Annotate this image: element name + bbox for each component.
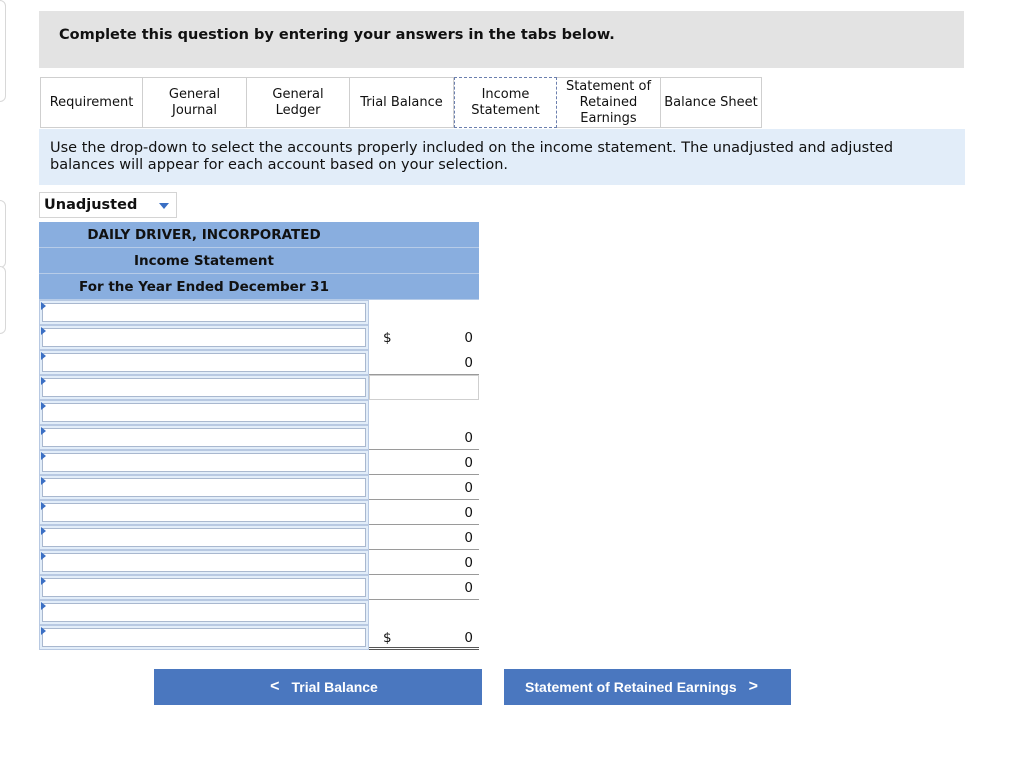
dropdown-marker-icon bbox=[41, 627, 46, 635]
amount-cell bbox=[369, 450, 479, 475]
chevron-down-icon bbox=[159, 203, 169, 209]
amount-cell bbox=[369, 550, 479, 575]
account-select[interactable] bbox=[39, 300, 369, 325]
table-row bbox=[39, 475, 479, 500]
chevron-left-icon: < bbox=[270, 678, 280, 695]
instructions: Use the drop-down to select the accounts properly included on the income statement. The unadjusted and adjusted balances will appear for each account based on your selection. bbox=[39, 129, 965, 185]
prev-button-label: Trial Balance bbox=[291, 679, 378, 695]
tab-general-journal[interactable]: General Journal bbox=[143, 77, 247, 128]
account-select[interactable] bbox=[39, 475, 369, 500]
table-row bbox=[39, 600, 479, 625]
chevron-right-icon: > bbox=[748, 678, 758, 695]
account-select[interactable] bbox=[39, 575, 369, 600]
statement-period-header bbox=[39, 274, 479, 300]
amount-cell bbox=[369, 500, 479, 525]
dropdown-marker-icon bbox=[41, 502, 46, 510]
account-select[interactable] bbox=[39, 550, 369, 575]
dropdown-marker-icon bbox=[41, 477, 46, 485]
tab-requirement[interactable]: Requirement bbox=[40, 77, 143, 128]
account-select[interactable] bbox=[39, 325, 369, 350]
amount-cell bbox=[369, 400, 479, 425]
tab-statement-of-retained-earnings[interactable]: Statement of Retained Earnings bbox=[557, 77, 661, 128]
account-select[interactable] bbox=[39, 375, 369, 400]
amount-cell bbox=[369, 425, 479, 450]
next-retained-earnings-button[interactable] bbox=[504, 669, 791, 705]
table-row bbox=[39, 500, 479, 525]
amount-value: 0 bbox=[464, 505, 473, 521]
table-row bbox=[39, 625, 479, 650]
balance-type-dropdown[interactable] bbox=[39, 192, 177, 218]
dropdown-marker-icon bbox=[41, 577, 46, 585]
tab-general-ledger[interactable]: General Ledger bbox=[247, 77, 350, 128]
table-row bbox=[39, 550, 479, 575]
question-banner: Complete this question by entering your answers in the tabs below. bbox=[39, 11, 964, 68]
next-button-label: Statement of Retained Earnings bbox=[525, 679, 737, 695]
amount-cell bbox=[369, 625, 479, 650]
amount-cell bbox=[369, 325, 479, 350]
prev-trial-balance-button[interactable] bbox=[154, 669, 482, 705]
table-row bbox=[39, 300, 479, 325]
dropdown-marker-icon bbox=[41, 302, 46, 310]
amount-value: 0 bbox=[464, 580, 473, 596]
dropdown-marker-icon bbox=[41, 552, 46, 560]
amount-value: 0 bbox=[464, 430, 473, 446]
table-row bbox=[39, 575, 479, 600]
amount-value: 0 bbox=[464, 630, 473, 646]
account-select[interactable] bbox=[39, 425, 369, 450]
dropdown-marker-icon bbox=[41, 427, 46, 435]
amount-cell bbox=[369, 575, 479, 600]
company-name-header bbox=[39, 222, 479, 248]
table-row bbox=[39, 525, 479, 550]
account-select[interactable] bbox=[39, 525, 369, 550]
table-row bbox=[39, 450, 479, 475]
dropdown-marker-icon bbox=[41, 327, 46, 335]
account-select[interactable] bbox=[39, 500, 369, 525]
side-panel-edge-bottom bbox=[0, 266, 6, 334]
dropdown-marker-icon bbox=[41, 402, 46, 410]
amount-value: 0 bbox=[464, 530, 473, 546]
dollar-sign: $ bbox=[383, 630, 392, 646]
account-select[interactable] bbox=[39, 625, 369, 650]
account-select[interactable] bbox=[39, 350, 369, 375]
table-row bbox=[39, 325, 479, 350]
amount-cell bbox=[369, 375, 479, 400]
statement-period: For the Year Ended December 31 bbox=[79, 279, 329, 295]
answer-tabs bbox=[40, 77, 762, 128]
side-panel-edge-top bbox=[0, 0, 6, 102]
amount-cell bbox=[369, 350, 479, 375]
dropdown-marker-icon bbox=[41, 527, 46, 535]
account-select[interactable] bbox=[39, 600, 369, 625]
amount-cell bbox=[369, 600, 479, 625]
dropdown-marker-icon bbox=[41, 602, 46, 610]
table-row bbox=[39, 375, 479, 400]
dropdown-marker-icon bbox=[41, 377, 46, 385]
tab-income-statement[interactable]: Income Statement bbox=[454, 77, 557, 128]
amount-value: 0 bbox=[464, 330, 473, 346]
table-row bbox=[39, 350, 479, 375]
account-select[interactable] bbox=[39, 400, 369, 425]
account-select[interactable] bbox=[39, 450, 369, 475]
table-row bbox=[39, 425, 479, 450]
amount-value: 0 bbox=[464, 480, 473, 496]
balance-type-value: Unadjusted bbox=[44, 197, 138, 213]
amount-value: 0 bbox=[464, 455, 473, 471]
amount-value: 0 bbox=[464, 355, 473, 371]
amount-cell bbox=[369, 475, 479, 500]
dropdown-marker-icon bbox=[41, 352, 46, 360]
table-row bbox=[39, 400, 479, 425]
side-panel-edge-middle bbox=[0, 200, 6, 268]
tab-trial-balance[interactable]: Trial Balance bbox=[350, 77, 454, 128]
company-name: DAILY DRIVER, INCORPORATED bbox=[87, 227, 321, 243]
amount-cell bbox=[369, 300, 479, 325]
tab-balance-sheet[interactable]: Balance Sheet bbox=[661, 77, 762, 128]
dropdown-marker-icon bbox=[41, 452, 46, 460]
statement-title-header bbox=[39, 248, 479, 274]
amount-cell bbox=[369, 525, 479, 550]
income-statement-table bbox=[39, 222, 479, 650]
dollar-sign: $ bbox=[383, 330, 392, 346]
statement-title: Income Statement bbox=[133, 253, 275, 269]
amount-value: 0 bbox=[464, 555, 473, 571]
